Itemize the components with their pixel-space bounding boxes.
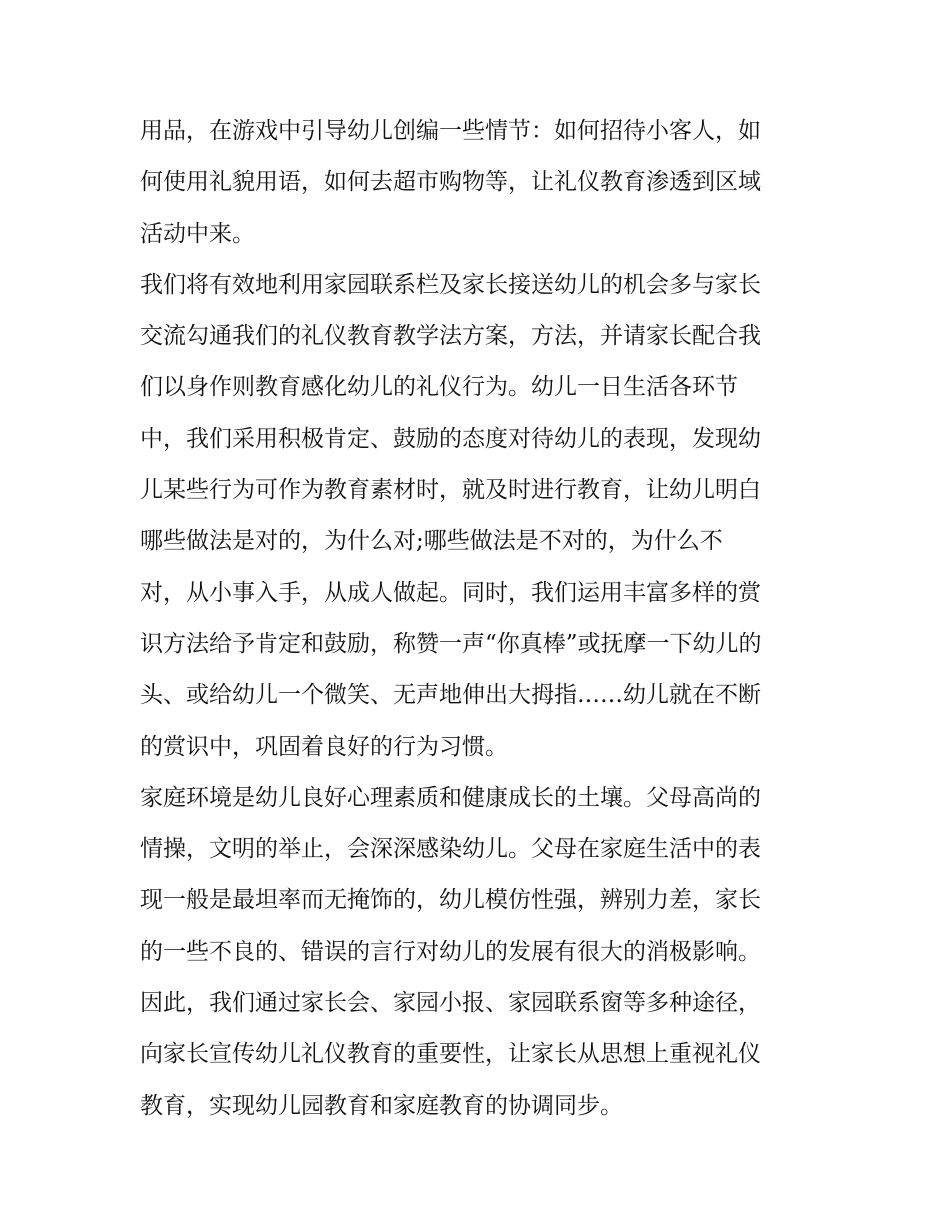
text-line: 对，从小事入手，从成人做起。同时，我们运用丰富多样的赏 — [140, 579, 761, 606]
text-line: 因此，我们通过家长会、家园小报、家园联系窗等多种途径， — [140, 990, 761, 1017]
document-body — [140, 106, 820, 1132]
text-line: 何使用礼貌用语，如何去超市购物等，让礼仪教育渗透到区域 — [140, 169, 761, 196]
text-line: 情操，文明的举止，会深深感染幼儿。父母在家庭生活中的表 — [140, 836, 761, 863]
text-line: 向家长宣传幼儿礼仪教育的重要性，让家长从思想上重视礼仪 — [140, 1041, 761, 1068]
text-line: 哪些做法是对的，为什么对;哪些做法是不对的，为什么不 — [140, 528, 723, 555]
text-line: 的一些不良的、错误的言行对幼儿的发展有很大的消极影响。 — [140, 938, 761, 965]
text-line: 家庭环境是幼儿良好心理素质和健康成长的土壤。父母高尚的 — [140, 784, 761, 811]
text-line: 儿某些行为可作为教育素材时，就及时进行教育，让幼儿明白 — [140, 477, 761, 504]
text-line: 用品，在游戏中引导幼儿创编一些情节：如何招待小客人，如 — [140, 118, 761, 144]
text-line: 中，我们采用积极肯定、鼓励的态度对待幼儿的表现，发现幼 — [140, 425, 761, 452]
text-line: 我们将有效地利用家园联系栏及家长接送幼儿的机会多与家长 — [140, 271, 761, 298]
text-line: 的赏识中，巩固着良好的行为习惯。 — [140, 733, 508, 760]
text-line: 识方法给予肯定和鼓励，称赞一声“你真棒”或抚摩一下幼儿的 — [140, 630, 762, 657]
text-line: 教育，实现幼儿园教育和家庭教育的协调同步。 — [140, 1092, 623, 1119]
text-line: 交流勾通我们的礼仪教育教学法方案，方法，并请家长配合我 — [140, 323, 761, 350]
text-line: 头、或给幼儿一个微笑、无声地伸出大拇指……幼儿就在不断 — [140, 682, 761, 709]
text-line: 活动中来。 — [140, 220, 255, 247]
text-line: 们以身作则教育感化幼儿的礼仪行为。幼儿一日生活各环节 — [140, 374, 738, 401]
text-line: 现一般是最坦率而无掩饰的，幼儿模仿性强，辨别力差，家长 — [140, 887, 761, 914]
